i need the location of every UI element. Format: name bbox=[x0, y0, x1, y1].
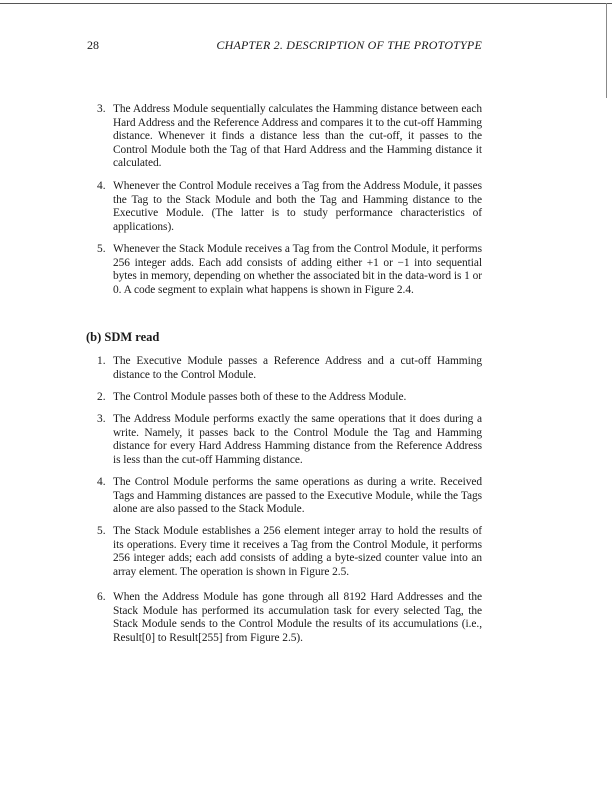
item-text: The Control Module performs the same operations as during a write. Received Tags and Hamming distances are passed to the Executive Module, while the Tags alone are also passed to the Stack Module. bbox=[113, 476, 482, 515]
item-text: The Executive Module passes a Reference Address and a cut-off Hamming distance to the Control Module. bbox=[113, 355, 482, 381]
item-text: The Stack Module establishes a 256 element integer array to hold the results of its operations. Every time it receives a Tag from the Control Module, it performs 256 integer adds; each add consists of adding a byte-sized counter value into an array element. The operation is shown in Figure 2.5. bbox=[113, 525, 482, 578]
item-number: 4. bbox=[97, 180, 106, 192]
item-text: The Address Module performs exactly the same operations that it does during a write. Namely, it passes back to the Control Module the Tag and Hamming distance for every Hard Address Hamming distance from the Reference Address is less than the cut-off Hamming distance. bbox=[113, 413, 482, 466]
scan-top-border bbox=[0, 3, 612, 4]
item-number: 1. bbox=[97, 355, 106, 367]
item-text: Whenever the Stack Module receives a Tag from the Control Module, it performs 256 integer adds. Each add consists of adding either +1 or −1 into sequential bytes in memory, depending on whether the associated bit in the data-word is 1 or 0. A code segment to explain what happens is shown in Figure 2.4. bbox=[113, 243, 482, 296]
item-number: 4. bbox=[97, 476, 106, 488]
list-item bbox=[97, 180, 482, 234]
list-item bbox=[97, 243, 482, 297]
list-item bbox=[97, 525, 482, 579]
item-number: 2. bbox=[97, 391, 106, 403]
section-heading: (b) SDM read bbox=[86, 330, 160, 344]
list-item bbox=[97, 591, 482, 645]
running-head: CHAPTER 2. DESCRIPTION OF THE PROTOTYPE bbox=[216, 38, 482, 52]
list-item bbox=[97, 355, 482, 382]
item-number: 3. bbox=[97, 103, 106, 115]
item-text: Whenever the Control Module receives a Tag from the Address Module, it passes the Tag to the Stack Module and both the Tag and Hamming distance to the Executive Module. (The latter is to study performance characteristics of applications). bbox=[113, 180, 482, 233]
list-item bbox=[97, 103, 482, 171]
item-number: 5. bbox=[97, 525, 106, 537]
item-text: When the Address Module has gone through all 8192 Hard Addresses and the Stack Module has performed its accumulation task for every selected Tag, the Stack Module sends to the Control Module the results of its accumulations (i.e., Result[0] to Result[255] from Figure 2.5). bbox=[113, 591, 482, 644]
item-number: 3. bbox=[97, 413, 106, 425]
list-item bbox=[97, 413, 482, 467]
list-item bbox=[97, 476, 482, 517]
page-number: 28 bbox=[87, 38, 99, 52]
list-item bbox=[97, 391, 482, 405]
item-number: 5. bbox=[97, 243, 106, 255]
item-number: 6. bbox=[97, 591, 106, 603]
scan-right-border bbox=[606, 3, 607, 98]
item-text: The Control Module passes both of these to the Address Module. bbox=[113, 391, 407, 403]
item-text: The Address Module sequentially calculates the Hamming distance between each Hard Address and the Reference Address and compares it to the cut-off Hamming distance. Whenever it finds a distance less than the cut-off, it passes to the Control Module both the Tag of that Hard Address and the Hamming distance it calculated. bbox=[113, 103, 482, 169]
